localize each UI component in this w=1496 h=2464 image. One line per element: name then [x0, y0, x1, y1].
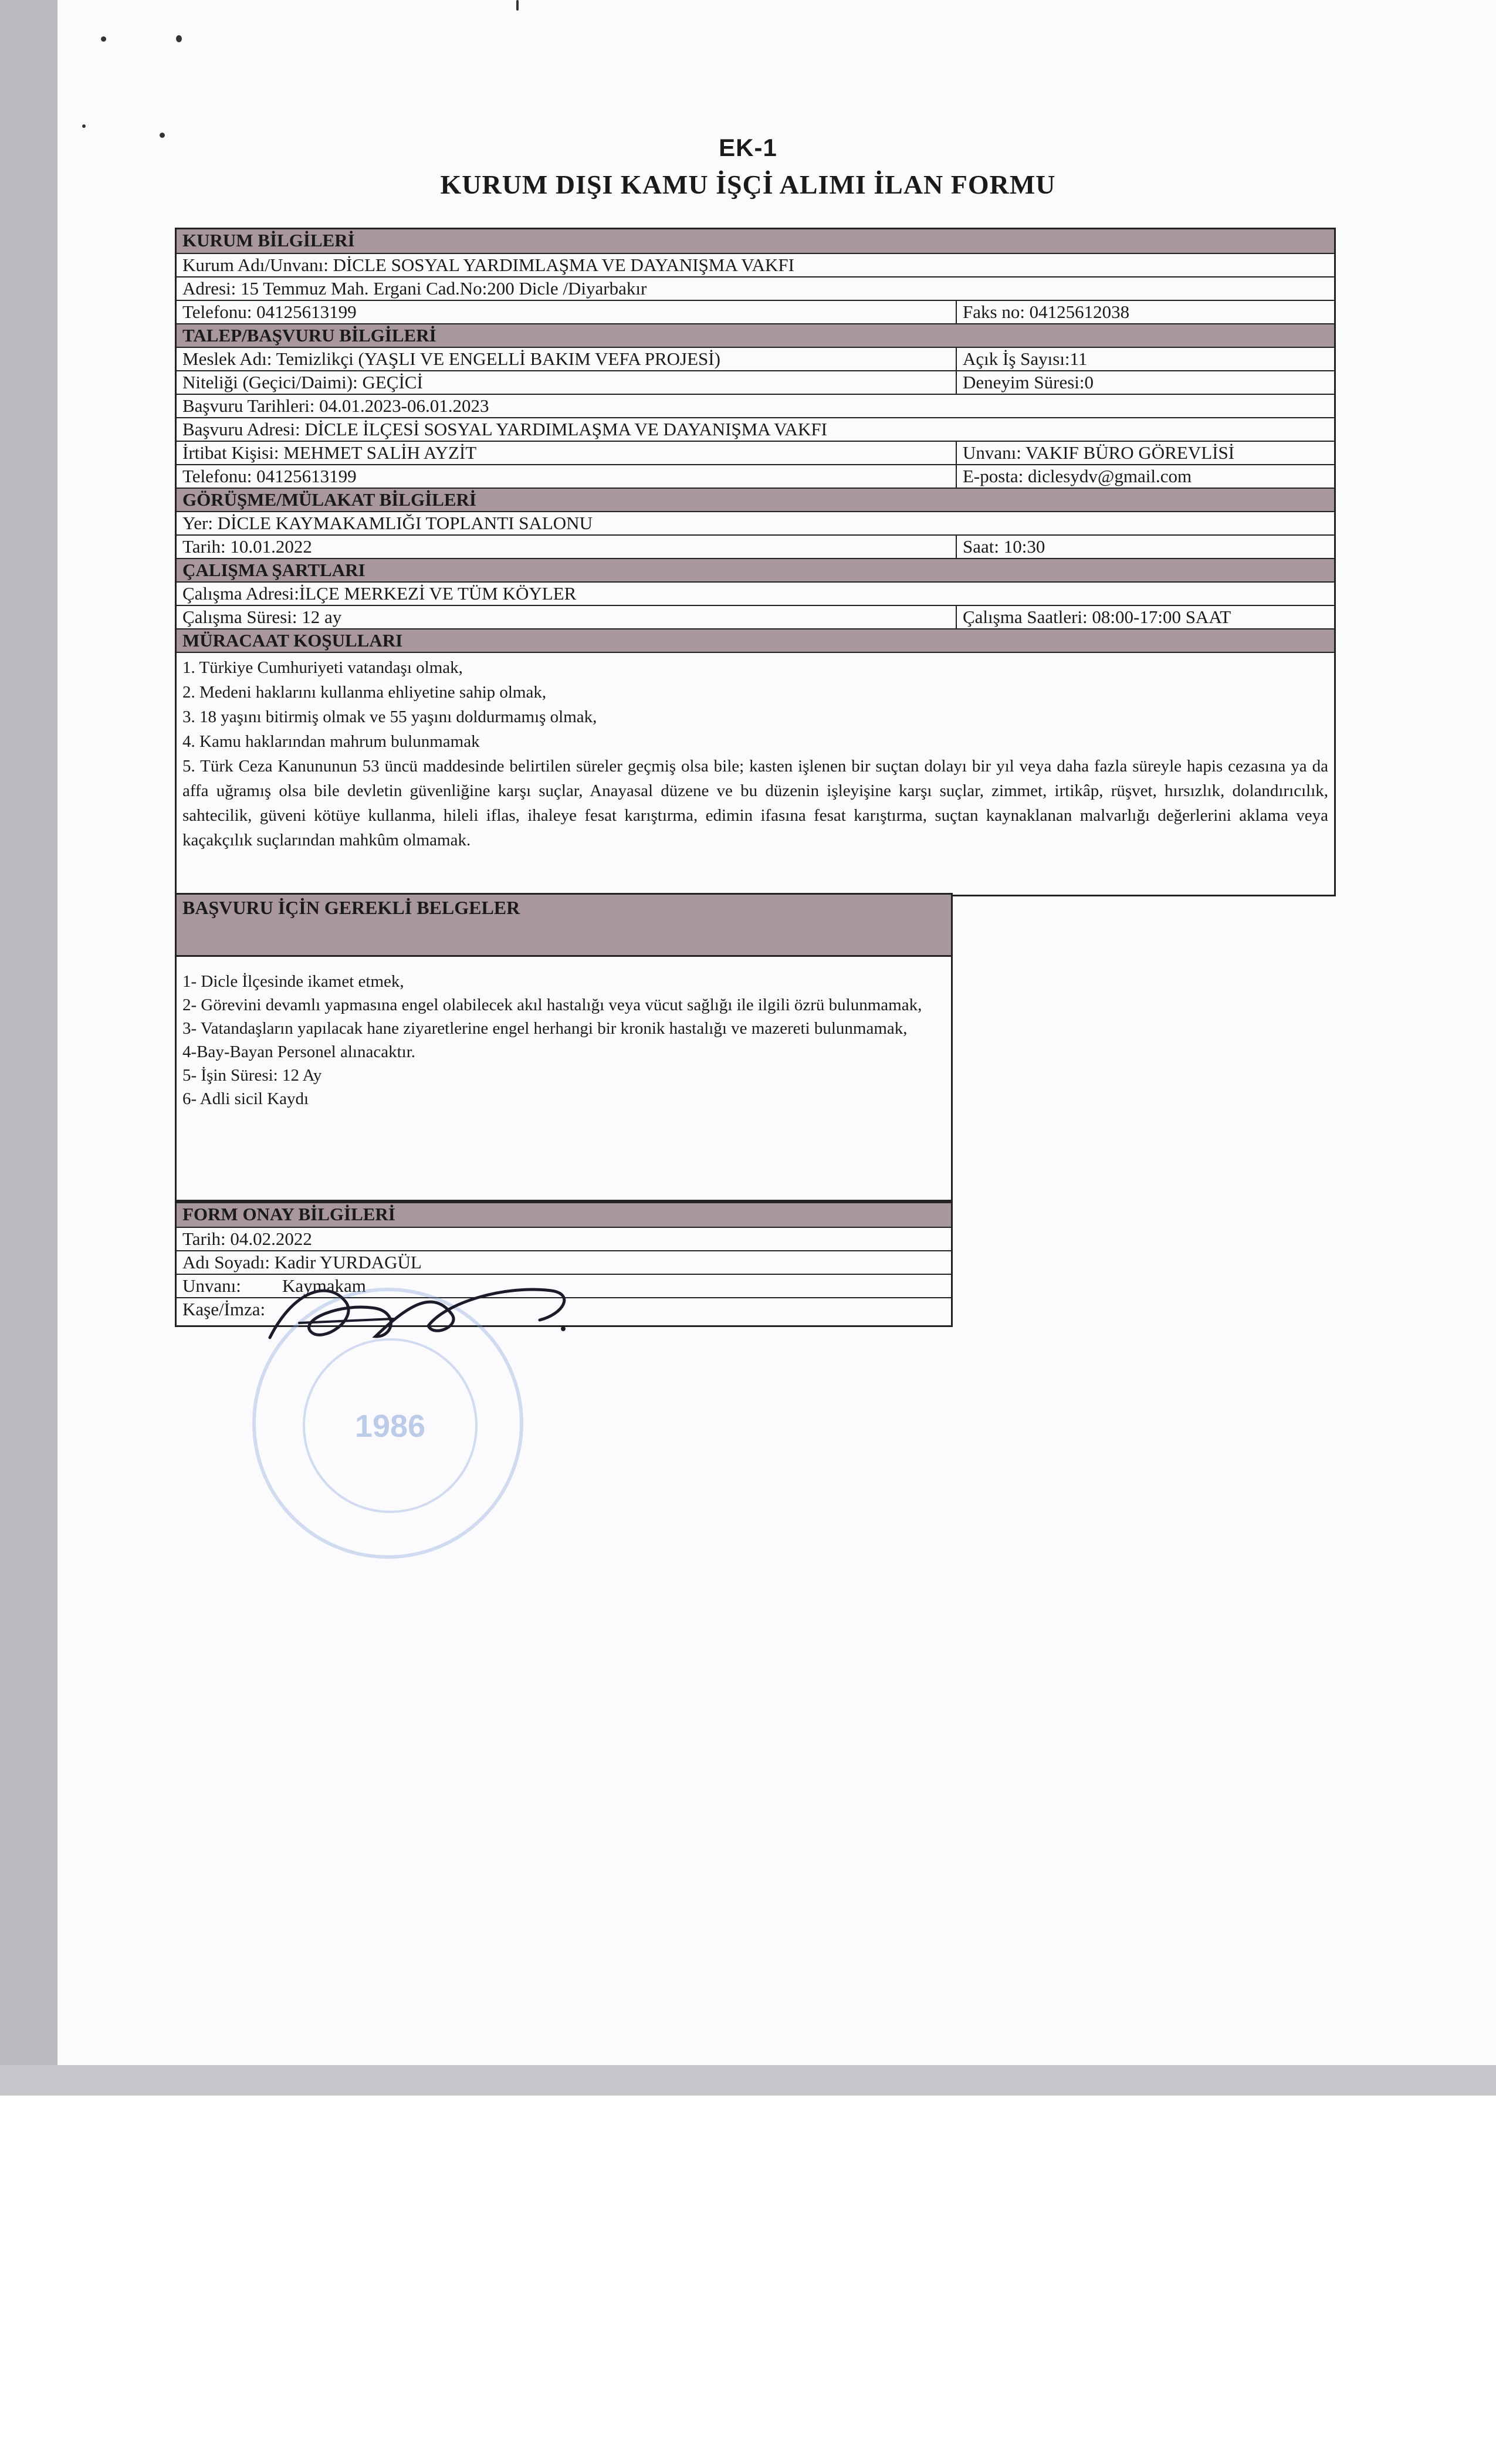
list-item: 1. Türkiye Cumhuriyeti vatandaşı olmak, [182, 658, 463, 677]
section-kurum-header [177, 229, 1334, 253]
form-title: KURUM DIŞI KAMU İŞÇİ ALIMI İLAN FORMU [440, 170, 1056, 199]
main-form-table [175, 228, 1336, 896]
section-belgeler-header [177, 895, 951, 957]
list-item: 4-Bay-Bayan Personel alınacaktır. [182, 1043, 416, 1061]
onay-unvan-label: Unvanı: [182, 1275, 241, 1296]
muracaat-list [177, 652, 1334, 858]
calisma-adresi: Çalışma Adresi:İLÇE MERKEZİ VE TÜM KÖYLER [182, 583, 577, 604]
basvuru-tarihleri: Başvuru Tarihleri: 04.01.2023-06.01.2023 [182, 395, 489, 416]
section-title: ÇALIŞMA ŞARTLARI [182, 560, 365, 580]
form-row [177, 441, 1334, 464]
basvuru-adresi: Başvuru Adresi: DİCLE İLÇESİ SOSYAL YARDIMLAŞMA VE DAYANIŞMA VAKFI [182, 419, 827, 439]
irtibat-unvani: Unvanı: VAKIF BÜRO GÖREVLİSİ [956, 442, 1334, 464]
section-title: KURUM BİLGİLERİ [182, 230, 355, 251]
irtibat-telefonu: Telefonu: 04125613199 [182, 466, 357, 486]
deneyim-suresi: Deneyim Süresi:0 [956, 371, 1334, 394]
scan-margin-bottom [0, 2065, 1496, 2096]
scan-margin-left [0, 0, 57, 2096]
gorusme-saati: Saat: 10:30 [956, 536, 1334, 558]
e-posta: E-posta: diclesydv@gmail.com [956, 465, 1334, 488]
section-title: TALEP/BAŞVURU BİLGİLERİ [182, 325, 436, 346]
form-row [177, 300, 1334, 323]
scan-speck [101, 36, 106, 42]
kurum-adresi: Adresi: 15 Temmuz Mah. Ergani Cad.No:200 Dicle /Diyarbakır [182, 278, 647, 299]
scan-speck [516, 0, 519, 11]
scan-speck [176, 35, 182, 42]
calisma-saatleri: Çalışma Saatleri: 08:00-17:00 SAAT [956, 606, 1334, 628]
section-talep-header [177, 323, 1334, 347]
form-row [177, 511, 1334, 534]
onay-tarih: Tarih: 04.02.2022 [182, 1228, 312, 1249]
list-item: 4. Kamu haklarından mahrum bulunmamak [182, 732, 480, 751]
kurum-faks: Faks no: 04125612038 [956, 301, 1334, 323]
section-onay-header [177, 1203, 951, 1227]
form-row [177, 534, 1334, 558]
section-calisma-header [177, 558, 1334, 581]
list-item: 6- Adli sicil Kaydı [182, 1089, 309, 1108]
section-title: FORM ONAY BİLGİLERİ [182, 1204, 395, 1224]
list-item: 5. Türk Ceza Kanununun 53 üncü maddesinde belirtilen süreler geçmiş olsa bile; kasten işlenen bir suçtan dolayı bir yıl veya daha fazla süreyle hapis cezasına ya da affa uğramış olsa bile devletin güvenliğine karşı suçlar, Anayasal düzene ve bu düzenin işleyişine karşı suçlar, zimmet, irtikâp, rüşvet, hırsızlık, dolandırıcılık, sahtecilik, güveni kötüye kullanma, hileli iflas, ihaleye fesat karıştırma, edimin ifasına fesat karıştırma, suçtan kaynaklanan malvarlığı değerlerini aklama veya kaçakçılık suçlarından mahkûm olmamak. [182, 757, 1328, 849]
kase-imza-label: Kaşe/İmza: [182, 1299, 266, 1319]
scan-speck [82, 124, 86, 128]
section-title: MÜRACAAT KOŞULLARI [182, 630, 403, 651]
seal-year: 1986 [354, 1409, 426, 1444]
form-row [177, 417, 1334, 441]
niteligi: Niteliği (Geçici/Daimi): GEÇİCİ [182, 372, 423, 392]
section-gorusme-header [177, 488, 1334, 511]
form-code: EK-1 [719, 134, 777, 161]
form-row [177, 347, 1334, 370]
gorusme-yeri: Yer: DİCLE KAYMAKAMLIĞI TOPLANTI SALONU [182, 513, 593, 533]
kurum-telefon: Telefonu: 04125613199 [182, 302, 357, 322]
list-item: 3- Vatandaşların yapılacak hane ziyaretlerine engel herhangi bir kronik hastalığı ve mazereti bulunmamak, [182, 1019, 908, 1038]
calisma-suresi: Çalışma Süresi: 12 ay [182, 607, 342, 627]
list-item: 2. Medeni haklarını kullanma ehliyetine sahip olmak, [182, 683, 547, 702]
belgeler-table [175, 893, 953, 1201]
belgeler-list [177, 957, 951, 1116]
list-item: 3. 18 yaşını bitirmiş olmak ve 55 yaşını doldurmamış olmak, [182, 708, 597, 726]
gorusme-tarihi: Tarih: 10.01.2022 [182, 536, 312, 557]
form-row [177, 394, 1334, 417]
section-title: GÖRÜŞME/MÜLAKAT BİLGİLERİ [182, 489, 476, 510]
form-row [177, 276, 1334, 300]
irtibat-kisisi: İrtibat Kişisi: MEHMET SALİH AYZİT [182, 442, 477, 463]
section-title: BAŞVURU İÇİN GEREKLİ BELGELER [182, 897, 520, 918]
section-muracaat-header [177, 628, 1334, 652]
form-row [177, 464, 1334, 488]
list-item: 5- İşin Süresi: 12 Ay [182, 1066, 322, 1085]
form-row [177, 605, 1334, 628]
onay-adi-soyadi: Adı Soyadı: Kadir YURDAGÜL [182, 1252, 422, 1272]
meslek-adi: Meslek Adı: Temizlikçi (YAŞLI VE ENGELLİ BAKIM VEFA PROJESİ) [182, 348, 720, 369]
form-row [177, 581, 1334, 605]
list-item: 2- Görevini devamlı yapmasına engel olabilecek akıl hastalığı veya vücut sağlığı ile ilgili özrü bulunmamak, [182, 996, 922, 1014]
list-item: 1- Dicle İlçesinde ikamet etmek, [182, 972, 404, 991]
muracaat-list-body [177, 653, 1334, 858]
signature-icon [258, 1267, 587, 1373]
form-row [177, 253, 1334, 276]
onay-unvan-value: Kaymakam [282, 1275, 366, 1296]
acik-is-sayisi: Açık İş Sayısı:11 [956, 348, 1334, 370]
kurum-adi: Kurum Adı/Unvanı: DİCLE SOSYAL YARDIMLAŞMA VE DAYANIŞMA VAKFI [182, 255, 794, 275]
form-row [177, 370, 1334, 394]
form-row [177, 1227, 951, 1250]
